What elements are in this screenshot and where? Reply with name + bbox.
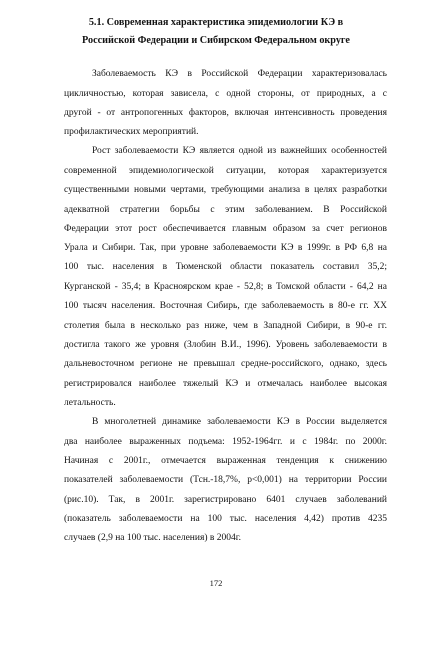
text-line: столетия была в несколько раз ниже, чем в Западной Сибири, в 90-е гг. [64,321,387,331]
text-line: существенными новыми чертами, требующими анализа в целях разработки [64,185,387,195]
text-line: В многолетней динамике заболеваемости КЭ в России выделяется [92,417,387,427]
text-line: (рис.10). Так, в 2001г. зарегистрировано 6401 случаев заболеваний [64,495,387,505]
text-line: Начиная с 2001г., отмечается выраженная тенденция к снижению [64,456,387,466]
text-line: регистрировался наиболее тяжелый КЭ и отмечалась наиболее высокая [64,379,387,389]
text-line: профилактических мероприятий. [64,127,199,137]
page-number: 172 [209,578,223,588]
text-line: показателей заболеваемости (Тсн.-18,7%, p<0,001) на территории России [64,475,387,485]
text-line: Курганской - 35,4; в Красноярском крае - 52,8; в Томской области - 64,2 на [64,282,387,292]
text-line: случаев (2,9 на 100 тыс. населения) в 2004г. [64,533,241,543]
text-line: Урала и Сибири. Так, при уровне заболеваемости КЭ в 1999г. в РФ 6,8 на [64,243,387,253]
section-heading-line-2: Российской Федерации и Сибирском Федеральном округе [82,35,350,46]
text-line: другой - от антропогенных факторов, включая интенсивность проведения [64,108,387,118]
text-line: достигла такого же уровня (Злобин В.И., 1996). Уровень заболеваемости в [64,340,387,350]
text-line: адекватной стратегии борьбы с этим заболеванием. В Российской [64,205,387,215]
text-line: современной эпидемиологической ситуации, которая характеризуется [64,166,387,176]
text-line: два наиболее выраженных подъема: 1952-1964гг. и с 1984г. по 2000г. [64,437,387,447]
text-line: цикличностью, которая зависела, с одной стороны, от природных, а с [64,89,387,99]
text-line: Заболеваемость КЭ в Российской Федерации характеризовалась [92,69,387,79]
text-line: (показатель заболеваемости на 100 тыс. населения 4,42) против 4235 [64,514,387,524]
section-heading [40,14,392,50]
text-line: Федерации этот рост обеспечивается главным образом за счет регионов [64,224,387,234]
text-line: 100 тысяч населения. Восточная Сибирь, где заболеваемость в 80-е гг. XX [64,301,387,311]
text-line: дальневосточном регионе не превышал средне-российского, однако, здесь [64,359,387,369]
text-line: летальность. [64,398,116,408]
text-line: 100 тыс. населения в Тюменской области показатель составил 35,2; [64,262,387,272]
text-line: Рост заболеваемости КЭ является одной из важнейших особенностей [92,146,387,156]
section-heading-line-1: 5.1. Современная характеристика эпидемиологии КЭ в [88,17,344,28]
